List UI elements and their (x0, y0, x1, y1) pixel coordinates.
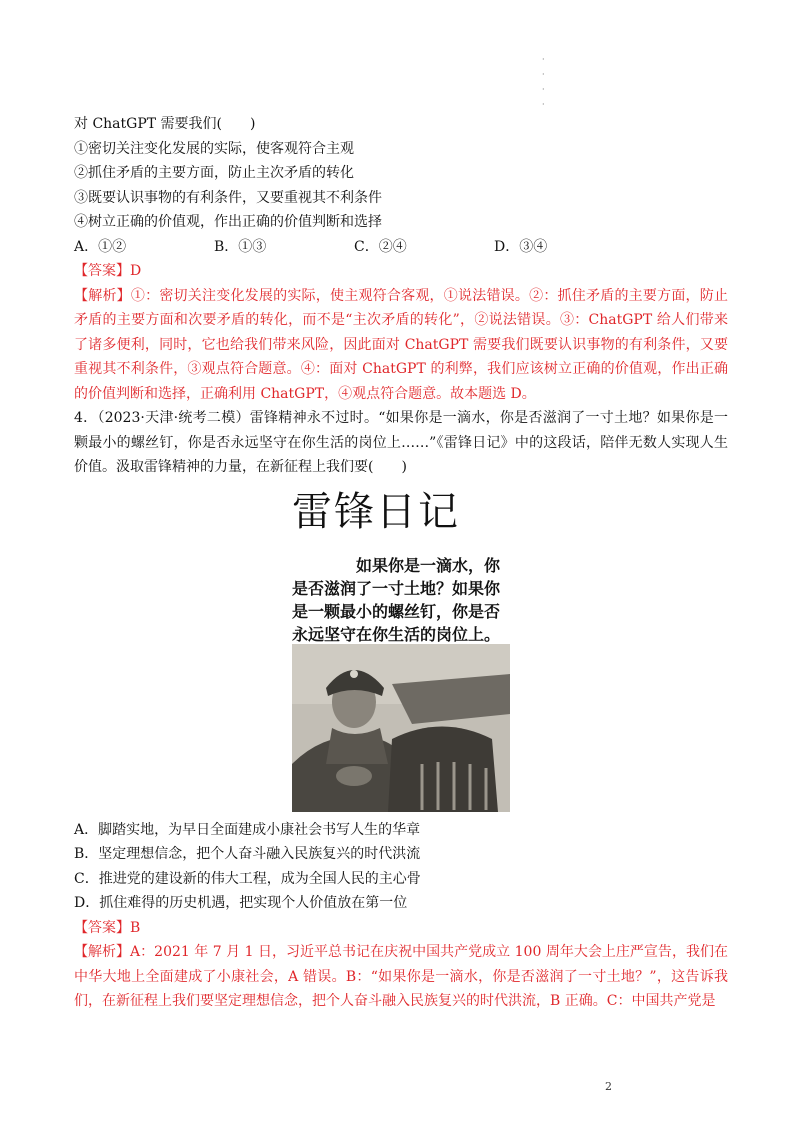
q3-options (74, 235, 728, 260)
q3-item-4: ④树立正确的价值观，作出正确的价值判断和选择 (74, 214, 382, 230)
q3-item-2: ②抓住矛盾的主要方面，防止主次矛盾的转化 (74, 165, 354, 181)
leifeng-photo-drawing (292, 644, 510, 812)
q3-item-3: ③既要认识事物的有利条件，又要重视其不利条件 (74, 189, 382, 206)
q3-stem-tail: 对 ChatGPT 需要我们( ) (74, 116, 256, 132)
q3-option-d: D．③④ (494, 238, 548, 255)
q3-option-b: B．①③ (214, 238, 267, 255)
q4-option-d: D．抓住难得的历史机遇，把实现个人价值放在第一位 (74, 895, 408, 911)
q3-option-a: A．①② (74, 238, 127, 255)
q3-option-c: C．②④ (354, 238, 407, 255)
q3-answer: 【答案】D (74, 263, 142, 279)
q4-analysis: 【解析】A：2021 年 7 月 1 日，习近平总书记在庆祝中国共产党成立 100 周年大会上庄严宣告，我们在中华大地上全面建成了小康社会，A 错误。B：“如果你是一滴水，你是否滋润了一寸土地？”，这告诉我们，在新征程上我们要坚定理想信念，把个人奋斗融入民族复兴的时代洪流，B 正确。C：中国共产党是 (74, 944, 728, 1009)
figure-title: 雷锋日记 (292, 488, 460, 535)
page-content (74, 112, 728, 1014)
header-dots: · · · · (542, 55, 545, 109)
leifeng-photo (292, 644, 510, 812)
q4-option-a: A．脚踏实地，为早日全面建成小康社会书写人生的华章 (74, 821, 421, 838)
q3-analysis: 【解析】①：密切关注变化发展的实际，使主观符合客观，①说法错误。②：抓住矛盾的主要方面，防止矛盾的主要方面和次要矛盾的转化，而不是“主次矛盾的转化”，②说法错误。③：ChatGPT 给人们带来了诸多便利，同时，它也给我们带来风险，因此面对 ChatGPT 需要我们既要认识事物的有利条件，又要重视其不利条件，③观点符合题意。④：面对 ChatGPT 的利弊，我们应该树立正确的价值观，作出正确的价值判断和选择，正确利用 ChatGPT，④观点符合题意。故本题选 D。 (74, 287, 728, 402)
leifeng-diary-figure (74, 486, 728, 816)
q3-item-1: ①密切关注变化发展的实际，使客观符合主观 (74, 140, 354, 157)
q4-option-b: B．坚定理想信念，把个人奋斗融入民族复兴的时代洪流 (74, 846, 421, 862)
q4-stem: 4．（2023·天津·统考二模）雷锋精神永不过时。“如果你是一滴水，你是否滋润了一寸土地？如果你是一颗最小的螺丝钉，你是否永远坚守在你生活的岗位上……”《雷锋日记》中的这段话，陪伴无数人实现人生价值。汲取雷锋精神的力量，在新征程上我们要( ) (74, 410, 728, 475)
q4-answer: 【答案】B (74, 919, 141, 936)
page-number: 2 (605, 1080, 612, 1093)
q4-option-c: C．推进党的建设新的伟大工程，成为全国人民的主心骨 (74, 870, 421, 887)
figure-quote: 如果你是一滴水，你是否滋润了一寸土地？如果你是一颗最小的螺丝钉，你是否永远坚守在你生活的岗位上。 (292, 555, 501, 644)
